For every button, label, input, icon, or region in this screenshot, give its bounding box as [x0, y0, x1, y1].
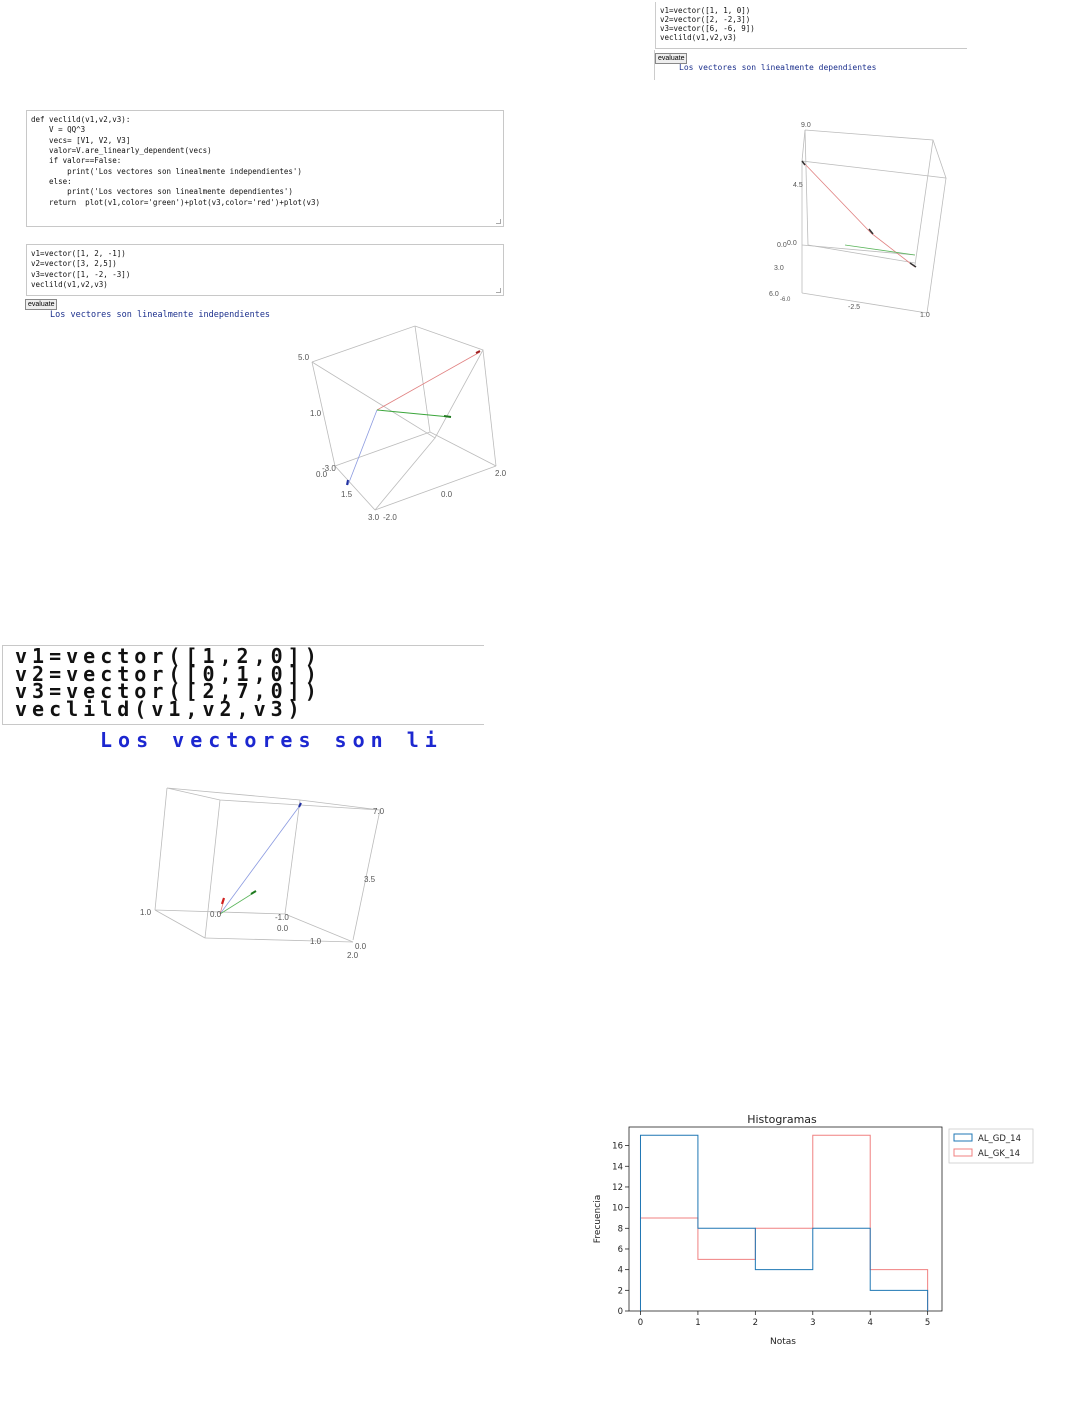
- code-line: if valor==False:: [31, 156, 122, 165]
- code-cell-left[interactable]: [26, 244, 504, 296]
- output-text: Los vectores son li: [100, 728, 443, 752]
- x-tick-label: 5: [924, 1318, 931, 1328]
- x-tick-label: 0: [637, 1318, 644, 1328]
- plot-area: [629, 1127, 942, 1311]
- legend-label: AL_GK_14: [978, 1149, 1021, 1159]
- tick-label: 0.0: [210, 910, 222, 919]
- y-tick-label: 6: [617, 1244, 623, 1255]
- tick-label: 0.0: [441, 490, 453, 499]
- tick-label: 1.0: [920, 312, 930, 319]
- tick-label: 5.0: [298, 353, 310, 362]
- tick-label: 1.0: [310, 937, 322, 946]
- code-line: print('Los vectores son linealmente dependientes'): [31, 187, 293, 196]
- code-line: v1=vector([1, 1, 0]): [660, 6, 751, 15]
- tick-label: 1.5: [341, 490, 353, 499]
- y-tick-label: 10: [612, 1203, 623, 1214]
- code-line: v3=vector([2,7,0]): [15, 679, 322, 703]
- legend-label: AL_GD_14: [978, 1134, 1021, 1144]
- code-line: else:: [31, 177, 72, 186]
- output-text: Los vectores son linealmente dependientes: [679, 63, 877, 72]
- arrow-green: [251, 891, 256, 894]
- tick-label: 2.0: [495, 469, 507, 478]
- histogram-series-AL_GD_14: [640, 1135, 927, 1311]
- tick-label: 0.0: [777, 242, 787, 249]
- code-line: vecs= [V1, V2, V3]: [31, 136, 131, 145]
- code-line: v3=vector([1, -2, -3]): [31, 270, 131, 279]
- output-clip: [0, 728, 484, 752]
- code-line: veclild(v1,v2,v3): [31, 280, 108, 289]
- resize-handle[interactable]: [496, 219, 501, 224]
- plot-3d-right[interactable]: [765, 115, 955, 325]
- legend: [949, 1129, 1033, 1163]
- y-tick-label: 4: [617, 1265, 623, 1276]
- tick-label: -2.5: [848, 304, 861, 311]
- code-line: v3=vector([6, -6, 9]): [660, 24, 755, 33]
- x-tick-label: 4: [867, 1318, 873, 1328]
- tick-label: 2.0: [347, 951, 359, 960]
- tick-label: 0.0: [316, 470, 328, 479]
- code-cell-zoomed[interactable]: [2, 645, 484, 725]
- code-line: V = QQ^3: [31, 125, 86, 134]
- y-tick-label: 12: [612, 1182, 623, 1193]
- vector-green: [377, 410, 450, 417]
- code-line: v2=vector([0,1,0]): [15, 662, 322, 686]
- tick-label: 3.0: [368, 513, 380, 522]
- tick-label: -3.0: [322, 464, 336, 473]
- code-line: def veclild(v1,v2,v3):: [31, 115, 131, 124]
- code-line: return plot(v1,color='green')+plot(v3,color='red')+plot(v3): [31, 198, 320, 207]
- y-tick-label: 8: [617, 1224, 623, 1235]
- bounding-box: [312, 326, 496, 510]
- tick-label: 9.0: [801, 122, 811, 129]
- y-tick-label: 0: [617, 1307, 623, 1317]
- tick-label: 0.0: [355, 942, 367, 951]
- tick-label: 4.5: [793, 182, 803, 189]
- arrow-red: [222, 898, 224, 904]
- tick-label: -1.0: [275, 913, 289, 922]
- tick-label: -6.0: [780, 297, 791, 303]
- histogram-series-AL_GK_14: [640, 1135, 927, 1311]
- tick-label: 7.0: [373, 807, 385, 816]
- evaluate-button[interactable]: evaluate: [655, 53, 687, 64]
- tick-label: 1.0: [310, 409, 322, 418]
- code-line: veclild(v1,v2,v3): [660, 33, 737, 42]
- code-line: v1=vector([1, 2, -1]): [31, 249, 126, 258]
- arrow-blue: [347, 480, 348, 485]
- output-divider: [654, 50, 655, 80]
- histogram-chart: [585, 1105, 1040, 1347]
- tick-label: 1.0: [140, 908, 152, 917]
- chart-title: Histogramas: [747, 1113, 817, 1126]
- code-line: valor=V.are_linearly_dependent(vecs): [31, 146, 212, 155]
- y-axis-label: Frecuencia: [593, 1194, 603, 1244]
- code-line: print('Los vectores son linealmente independientes'): [31, 167, 302, 176]
- y-tick-label: 16: [612, 1141, 623, 1152]
- tick-label: 3.0: [774, 265, 784, 272]
- code-line: v1=vector([1,2,0]): [15, 644, 322, 668]
- code-cell-definition[interactable]: [26, 110, 504, 227]
- y-tick-label: 2: [617, 1286, 623, 1297]
- x-tick-label: 2: [752, 1318, 759, 1328]
- bounding-box: [155, 788, 380, 942]
- x-axis-label: Notas: [770, 1337, 796, 1347]
- output-text: Los vectores son linealmente independientes: [50, 310, 271, 320]
- vector-red: [377, 352, 480, 410]
- arrow-green: [444, 416, 451, 417]
- tick-label: 6.0: [769, 291, 779, 298]
- code-line: v2=vector([3, 2,5]): [31, 259, 117, 268]
- tick-label: -2.0: [383, 513, 397, 522]
- plot-3d-left[interactable]: [290, 320, 520, 525]
- resize-handle[interactable]: [496, 288, 501, 293]
- tick-label: 3.5: [364, 875, 376, 884]
- code-cell-right[interactable]: [655, 2, 967, 49]
- x-tick-label: 1: [695, 1318, 701, 1328]
- plot-3d-bottom[interactable]: [135, 780, 395, 965]
- tick-label: 0.0: [277, 924, 289, 933]
- tick-label: 0.0: [787, 240, 797, 247]
- y-tick-label: 14: [612, 1162, 623, 1173]
- bounding-box: [802, 130, 946, 313]
- x-tick-label: 3: [810, 1318, 816, 1328]
- evaluate-button[interactable]: evaluate: [25, 299, 57, 310]
- code-line: v2=vector([2, -2,3]): [660, 15, 751, 24]
- vector-blue: [348, 410, 377, 485]
- vector-blue: [220, 804, 301, 914]
- vector-green: [220, 892, 255, 914]
- code-line: veclild(v1,v2,v3): [15, 697, 305, 721]
- vector-red: [802, 161, 871, 233]
